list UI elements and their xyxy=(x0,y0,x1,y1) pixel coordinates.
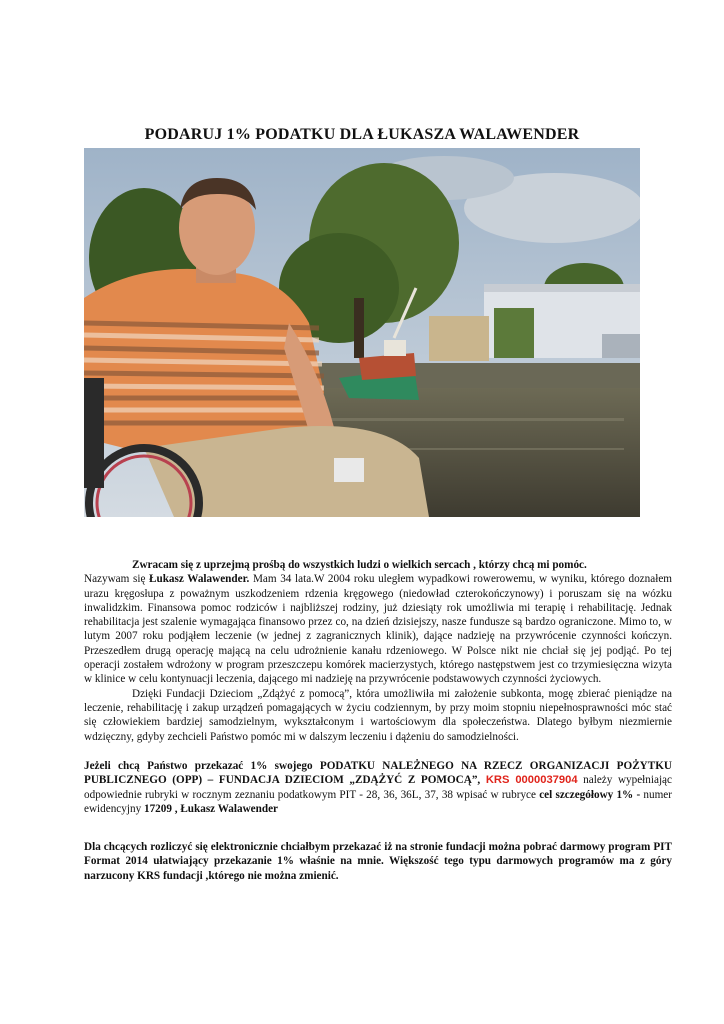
photo-man-in-wheelchair-by-harbor xyxy=(84,148,640,517)
electronic-filing-note: Dla chcących rozliczyć się elektronicznie chciałbym przekazać iż na stronie fundacji można pobrać darmowy program PIT Format 2014 ułatwiający przekazanie 1% właśnie na mnie. Większość tego typu darmowych programów ma z góry narzucony KRS fundacji ,którego nie można zmienić. xyxy=(84,841,672,882)
story-section xyxy=(84,558,672,744)
krs-number: KRS 0000037904 xyxy=(485,774,578,787)
record-number-value: 17209 , Łukasz Walawender xyxy=(143,802,279,815)
record-number-label: numer ewidencyjny xyxy=(84,788,672,815)
story-text-start: Nazywam się xyxy=(84,573,150,586)
foundation-paragraph: Dzięki Fundacji Dzieciom „Zdążyć z pomocą”, która umożliwiła mi założenie subkonta, mogę zbierać pieniądze na leczenie, rehabilitację i zakup urządzeń pomagających w życiu codziennym, by przy moim stopniu niepełnosprawności móc stać się człowiekiem bardziej samodzielnym, wykształconym i wartościowym dla społeczeństwa. Dlatego byłbym niezmiernie wdzięczny, gdyby zechcieli Państwo pomóc mi w dalszym leczeniu i dążeniu do samodzielności. xyxy=(84,687,672,743)
author-name: Łukasz Walawender. xyxy=(149,573,250,586)
intro-request: Zwracam się z uprzejmą prośbą do wszystkich ludzi o wielkich sercach , którzy chcą mi pomóc. xyxy=(132,559,587,571)
tax-instructions-text: należy wypełniając odpowiednie rubryki w rocznym zeznaniu podatkowym PIT - 28, 36, 36L, 37, 38 wpisać w rubryce xyxy=(84,774,672,801)
tax-instructions xyxy=(84,759,672,816)
tax-request-bold: Jeżeli chcą Państwo przekazać 1% swojego PODATKU NALEŻNEGO NA RZECZ ORGANIZACJI POŻYTKU PUBLICZNEGO (OPP) – FUNDACJA DZIECIOM „ZDĄŻYĆ Z POMOCĄ”, xyxy=(84,760,672,787)
story-paragraph xyxy=(84,572,672,686)
purpose-label: cel szczegółowy 1% - xyxy=(539,788,641,801)
page-title: PODARUJ 1% PODATKU DLA ŁUKASZA WALAWENDER xyxy=(144,126,580,143)
story-text-body: Mam 34 lata.W 2004 roku uległem wypadkowi rowerowemu, w wyniku, którego doznałem urazu kręgosłupa z poważnym uszkodzeniem rdzenia kręgowego (niedowład czterokończynowy) i poruszam się na wózku inwalidzkim. Finansowa pomoc rodziców i najbliższej rodziny, już dziesiąty rok umożliwia mi terapię i rehabilitację. Jednak rehabilitacja jest szalenie wymagająca finansowo przez co, na dzień dzisiejszy, nasze fundusze są bardzo ograniczone. Mimo to, w lutym 2007 roku podjąłem leczenie (w jednej z zagranicznych klinik), dające nadzieję na przywrócenie czynności kończyn. Przeszedłem drugą operację mającą na celu udrożnienie kanału rdzeniowego. W Polsce nikt nie chciał się jej podjąć. Po tej operacji zostałem wdrożony w program przeszczepu komórek macierzystych, którego następstwem jest co trzymiesięczna wizyta w klinice w celu kontynuacji leczenia, dającego mi nadzieję na przywrócenie podstawowych czynności życiowych. xyxy=(84,573,672,686)
